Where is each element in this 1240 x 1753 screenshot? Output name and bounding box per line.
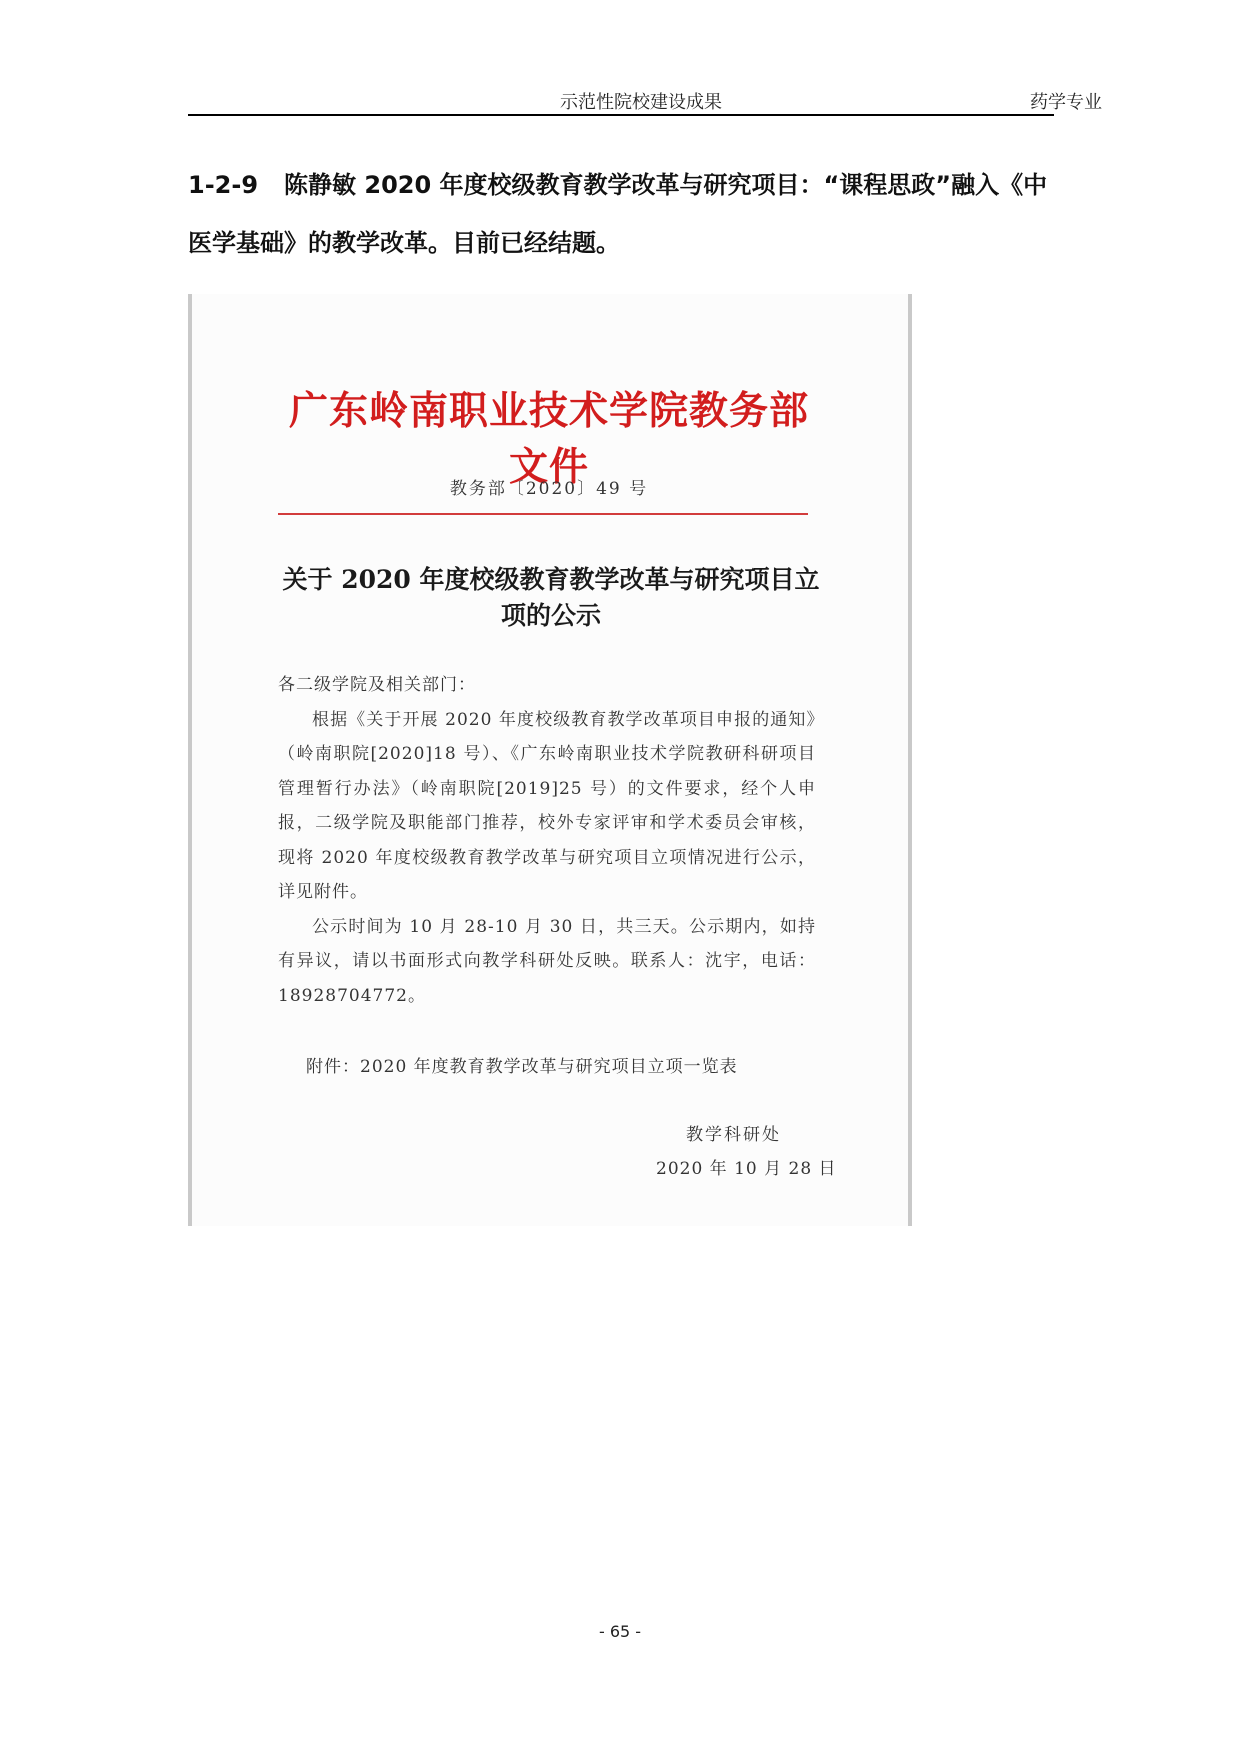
signature-org: 教学科研处	[686, 1125, 781, 1145]
salutation: 各二级学院及相关部门：	[278, 675, 476, 695]
notice-title: 关于 2020 年度校级教育教学改革与研究项目立项的公示	[282, 565, 820, 630]
section-number: 1-2-9	[188, 171, 259, 199]
paragraph-1: 根据《关于开展 2020 年度校级教育教学改革项目申报的通知》（岭南职院[2020]18 号）、《广东岭南职业技术学院教研科研项目管理暂行办法》（岭南职院[2019]25 号）的文件要求，经个人申报，二级学院及职能部门推荐，校外专家评审和学术委员会审核，现将 2020 年度校级教育教学改革与研究项目立项情况进行公示，详见附件。	[278, 709, 816, 902]
red-divider	[278, 513, 808, 515]
scanned-document	[188, 294, 912, 1226]
header-rule	[188, 114, 1054, 116]
running-header-title: 示范性院校建设成果	[560, 92, 722, 113]
section-heading	[188, 156, 1068, 272]
running-header-major: 药学专业	[1030, 92, 1102, 113]
document-number: 教务部〔2020〕49 号	[449, 479, 649, 499]
page-number: - 65 -	[598, 1622, 642, 1641]
document-header-title: 广东岭南职业技术学院教务部文件	[288, 388, 809, 490]
section-title: 陈静敏 2020 年度校级教育教学改革与研究项目：“课程思政”融入《中医学基础》的教学改革。目前已经结题。	[188, 171, 1048, 257]
attachment-line: 附件：2020 年度教育教学改革与研究项目立项一览表	[306, 1057, 738, 1077]
paragraph-2: 公示时间为 10 月 28-10 月 30 日，共三天。公示期内，如持有异议，请以书面形式向教学科研处反映。联系人：沈宇，电话：18928704772。	[278, 916, 816, 1006]
signature-date: 2020 年 10 月 28 日	[656, 1159, 837, 1179]
notice-body	[278, 668, 816, 1013]
